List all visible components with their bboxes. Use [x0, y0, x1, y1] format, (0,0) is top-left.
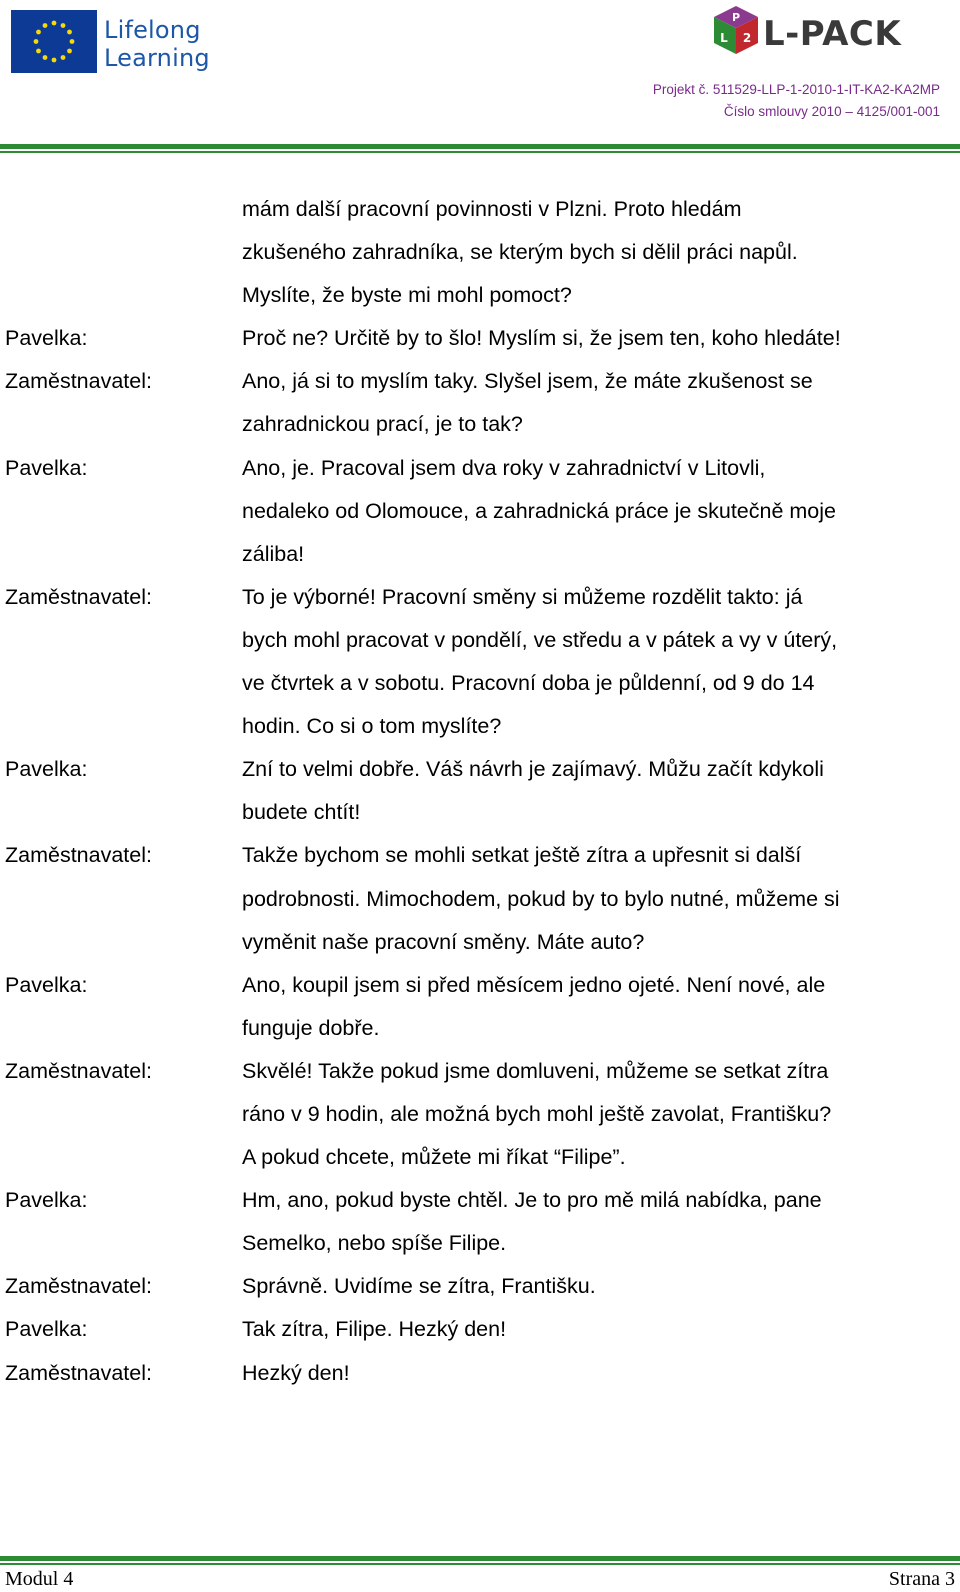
- dialogue-line: [0, 317, 960, 360]
- dialogue-text: mám další pracovní povinnosti v Plzni. Proto hledám: [242, 197, 742, 221]
- dialogue-line: [0, 403, 960, 446]
- speaker-label: Zaměstnavatel:: [5, 1058, 152, 1083]
- dialogue-line: [0, 662, 960, 705]
- dialogue-text: záliba!: [242, 541, 305, 566]
- dialogue-text: hodin. Co si o tom myslíte?: [242, 714, 502, 739]
- footer-page-number: Strana 3: [888, 1568, 955, 1590]
- dialogue-text: nedaleko od Olomouce, a zahradnická práce je skutečně moje: [242, 498, 836, 523]
- dialogue-line: [0, 1050, 960, 1093]
- dialogue-line: [0, 1352, 960, 1395]
- dialogue-text: A pokud chcete, můžete mi říkat “Filipe”.: [242, 1145, 626, 1170]
- speaker-label: Zaměstnavatel:: [5, 1274, 152, 1299]
- speaker-label: Zaměstnavatel:: [5, 584, 152, 609]
- logo-line-1: Lifelong: [104, 16, 201, 44]
- page-header: [0, 0, 960, 160]
- dialogue-text: vyměnit naše pracovní směny. Máte auto?: [242, 929, 645, 954]
- speaker-label: Zaměstnavatel:: [5, 1360, 152, 1385]
- dialogue-line: [0, 964, 960, 1007]
- dialogue-text: ve čtvrtek a v sobotu. Pracovní doba je půldenní, od 9 do 14: [242, 671, 815, 696]
- logo-line-2: Learning: [104, 44, 210, 72]
- dialogue-text: Správně. Uvidíme se zítra, Františku.: [242, 1274, 596, 1299]
- footer-divider: [0, 1556, 960, 1561]
- speaker-label: Pavelka:: [5, 972, 88, 997]
- dialogue-text: zkušeného zahradníka, se kterým bych si dělil práci napůl.: [242, 240, 798, 265]
- contract-number: Číslo smlouvy 2010 – 4125/001-001: [723, 104, 940, 119]
- dialogue-line: [0, 231, 960, 274]
- footer-divider-thin: [0, 1563, 960, 1565]
- dialogue-text: zahradnickou prací, je to tak?: [242, 412, 523, 437]
- dialogue-line: [0, 619, 960, 662]
- dialogue-line: [0, 360, 960, 403]
- dialogue-line: [0, 1222, 960, 1265]
- speaker-label: Pavelka:: [5, 455, 88, 480]
- svg-text:2: 2: [742, 31, 752, 45]
- dialogue-text: Ano, já si to myslím taky. Slyšel jsem, že máte zkušenost se: [242, 369, 813, 394]
- dialogue-line: [0, 1179, 960, 1222]
- dialogue-line: [0, 490, 960, 533]
- dialogue-line: [0, 533, 960, 576]
- dialogue-text: To je výborné! Pracovní směny si můžeme rozdělit takto: já: [242, 584, 803, 609]
- dialogue-text: Ano, je. Pracoval jsem dva roky v zahradnictví v Litovli,: [242, 455, 766, 480]
- dialogue-text: Tak zítra, Filipe. Hezký den!: [242, 1317, 507, 1342]
- dialogue-line: [0, 1308, 960, 1351]
- speaker-label: Zaměstnavatel:: [5, 369, 152, 394]
- speaker-label: Pavelka:: [5, 326, 88, 351]
- speaker-label: Pavelka:: [5, 1317, 88, 1342]
- dialogue-text: Ano, koupil jsem si před měsícem jedno ojeté. Není nové, ale: [242, 972, 826, 997]
- dialogue-text: Hm, ano, pokud byste chtěl. Je to pro mě milá nabídka, pane: [242, 1188, 822, 1213]
- dialogue-line: [0, 705, 960, 748]
- dialogue-text: Proč ne? Určitě by to šlo! Myslím si, že jsem ten, koho hledáte!: [242, 326, 841, 351]
- dialogue-text: Hezký den!: [242, 1360, 350, 1385]
- dialogue-line: [0, 1265, 960, 1308]
- dialogue-line: [0, 921, 960, 964]
- speaker-label: Pavelka:: [5, 757, 88, 782]
- dialogue-text: funguje dobře.: [242, 1015, 380, 1040]
- dialogue-line: [0, 791, 960, 834]
- header-divider: [0, 144, 960, 149]
- dialogue-line: [0, 576, 960, 619]
- dialogue-line: [0, 748, 960, 791]
- footer-module: Modul 4: [5, 1568, 74, 1590]
- speaker-label: Zaměstnavatel:: [5, 843, 152, 868]
- svg-text:L: L: [720, 31, 728, 45]
- dialogue-text: ráno v 9 hodin, ale možná bych mohl ještě zavolat, Františku?: [242, 1101, 832, 1126]
- dialogue-line: [0, 274, 960, 317]
- dialogue-body: [0, 188, 960, 1395]
- dialogue-text: bych mohl pracovat v pondělí, ve středu a v pátek a vy v úterý,: [242, 627, 838, 652]
- speaker-label: Pavelka:: [5, 1188, 88, 1213]
- lifelong-learning-logo-text: [104, 16, 210, 72]
- dialogue-line: [0, 447, 960, 490]
- dialogue-line: [0, 834, 960, 877]
- dialogue-text: budete chtít!: [242, 800, 361, 825]
- dialogue-text: podrobnosti. Mimochodem, pokud by to bylo nutné, můžeme si: [242, 886, 840, 911]
- dialogue-text: Myslíte, že byste mi mohl pomoct?: [242, 283, 572, 308]
- eu-flag-logo: [11, 10, 97, 73]
- lpack-logo-text: L-PACK: [763, 14, 902, 54]
- dialogue-line: [0, 1093, 960, 1136]
- lpack-cube-logo: [706, 4, 766, 64]
- dialogue-text: Zní to velmi dobře. Váš návrh je zajímavý. Můžu začít kdykoli: [242, 757, 824, 782]
- dialogue-text: Skvělé! Takže pokud jsme domluveni, můžeme se setkat zítra: [242, 1058, 829, 1083]
- svg-text:P: P: [731, 11, 741, 24]
- dialogue-line: [0, 188, 960, 231]
- dialogue-text: Semelko, nebo spíše Filipe.: [242, 1231, 507, 1256]
- dialogue-line: [0, 878, 960, 921]
- dialogue-line: [0, 1136, 960, 1179]
- dialogue-line: [0, 1007, 960, 1050]
- dialogue-text: Takže bychom se mohli setkat ještě zítra a upřesnit si další: [242, 843, 802, 868]
- project-number: Projekt č. 511529-LLP-1-2010-1-IT-KA2-KA2MP: [652, 82, 940, 97]
- header-divider-thin: [0, 151, 960, 153]
